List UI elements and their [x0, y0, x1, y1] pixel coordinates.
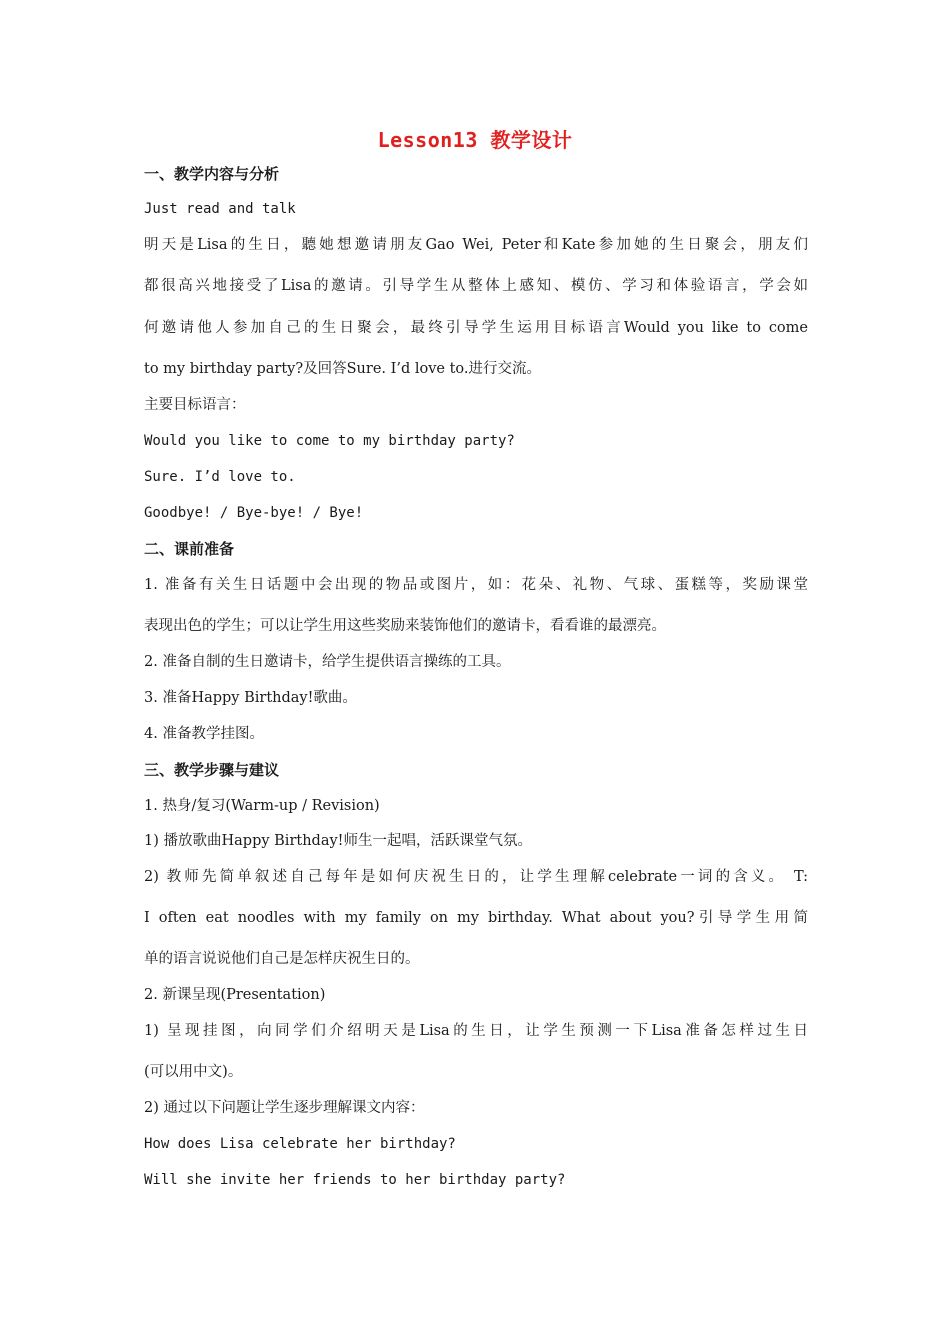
- document-title: Lesson13 教学设计: [377, 128, 573, 152]
- question: Will she invite her friends to her birthday party?: [144, 1172, 566, 1188]
- step-item-continued: I often eat noodles with my family on my birthday. What about you?引导学生用简: [144, 910, 808, 926]
- section-heading-preparation: 二、课前准备: [144, 540, 235, 558]
- list-item: 4. 准备教学挂图。: [144, 726, 264, 742]
- step-item: 2) 通过以下问题让学生逐步理解课文内容：: [144, 1100, 425, 1116]
- step-heading: 2. 新课呈现(Presentation): [144, 987, 326, 1003]
- subtitle-just-read-and-talk: Just read and talk: [144, 201, 296, 217]
- step-item-continued: (可以用中文)。: [144, 1064, 243, 1080]
- list-item: 3. 准备Happy Birthday!歌曲。: [144, 690, 357, 706]
- paragraph-line: 明天是Lisa的生日，聽她想邀请朋友Gao Wei, Peter和Kate参加她的生日聚会，朋友们: [144, 237, 808, 253]
- target-sentence: Sure. I’d love to.: [144, 469, 296, 485]
- list-item-continued: 表现出色的学生；可以让学生用这些奖励来装饰他们的邀请卡，看看谁的最漂亮。: [144, 618, 666, 634]
- step-item: 1) 呈现挂图，向同学们介绍明天是Lisa的生日，让学生预测一下Lisa准备怎样过生日: [144, 1023, 808, 1039]
- section-heading-content-analysis: 一、教学内容与分析: [144, 165, 280, 183]
- step-item-continued: 单的语言说说他们自己是怎样庆祝生日的。: [144, 951, 420, 967]
- step-item: 1) 播放歌曲Happy Birthday!师生一起唱，活跃课堂气氛。: [144, 833, 532, 849]
- paragraph-line: 都很高兴地接受了Lisa的邀请。引导学生从整体上感知、模仿、学习和体验语言，学会如: [144, 278, 808, 294]
- step-heading: 1. 热身/复习(Warm-up / Revision): [144, 798, 380, 814]
- target-language-label: 主要目标语言：: [144, 397, 246, 413]
- list-item: 1. 准备有关生日话题中会出现的物品或图片，如：花朵、礼物、气球、蛋糕等，奖励课堂: [144, 577, 808, 593]
- list-item: 2. 准备自制的生日邀请卡，给学生提供语言操练的工具。: [144, 654, 511, 670]
- target-sentence: Would you like to come to my birthday party?: [144, 433, 515, 449]
- question: How does Lisa celebrate her birthday?: [144, 1136, 456, 1152]
- paragraph-line: 何邀请他人参加自己的生日聚会，最终引导学生运用目标语言Would you like to come: [144, 320, 808, 336]
- paragraph-line: to my birthday party?及回答Sure. I’d love to.进行交流。: [144, 361, 542, 377]
- step-item: 2) 教师先简单叙述自己每年是如何庆祝生日的，让学生理解celebrate一词的含义。 T:: [144, 869, 808, 885]
- section-heading-teaching-steps: 三、教学步骤与建议: [144, 761, 280, 779]
- target-sentence: Goodbye! / Bye-bye! / Bye!: [144, 505, 364, 521]
